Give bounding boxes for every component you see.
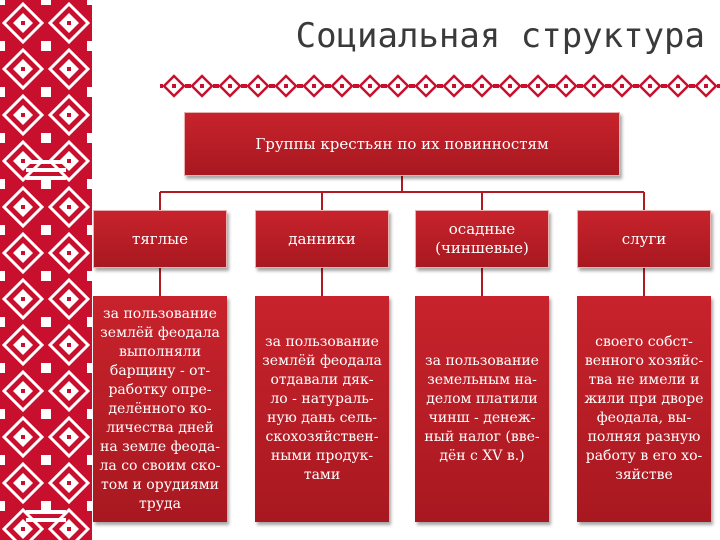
desc-line: за пользование bbox=[103, 305, 217, 322]
desc-line: тами bbox=[303, 467, 341, 483]
desc-line: ную дань сель- bbox=[267, 410, 377, 426]
description-osadnye bbox=[415, 296, 549, 522]
desc-line: своего собст- bbox=[595, 334, 693, 350]
desc-line: выполняли bbox=[118, 343, 202, 360]
desc-line: личества дней bbox=[106, 419, 214, 436]
desc-line: полняя разную bbox=[587, 429, 701, 445]
page-title: Социальная структура bbox=[295, 16, 705, 56]
root-node: Группы крестьян по их повинностям bbox=[184, 112, 620, 176]
desc-line: чинш - денеж- bbox=[428, 410, 536, 426]
desc-line: на земле феода- bbox=[100, 438, 220, 455]
category-osadnye: осадные (чиншевые) bbox=[415, 210, 549, 268]
desc-line: зяйстве bbox=[615, 467, 673, 483]
description-tyaglye bbox=[93, 296, 227, 522]
desc-line: жили при дворе bbox=[584, 391, 704, 407]
desc-line: феодала, вы- bbox=[596, 410, 692, 426]
desc-line: ло - натураль- bbox=[270, 391, 374, 407]
desc-line: земельным на- bbox=[427, 372, 537, 388]
category-tyaglye: тяглые bbox=[93, 210, 227, 268]
desc-line: том и орудиями bbox=[101, 476, 219, 493]
description-danniki bbox=[255, 296, 389, 522]
desc-line: ный налог (вве- bbox=[424, 429, 540, 445]
desc-line: работу в его хо- bbox=[585, 448, 703, 464]
desc-line: делом платили bbox=[426, 391, 538, 407]
desc-line: венного хозяйс- bbox=[584, 353, 704, 369]
desc-line: землёй феодала bbox=[100, 324, 220, 341]
category-slugi: слуги bbox=[577, 210, 711, 268]
desc-line: за пользование bbox=[425, 353, 539, 369]
desc-line: за пользование bbox=[265, 334, 379, 350]
desc-line: землёй феодала bbox=[262, 353, 382, 369]
desc-line: дён с XV в.) bbox=[439, 448, 525, 464]
desc-line: тва не имели и bbox=[588, 372, 700, 388]
description-slugi bbox=[577, 296, 711, 522]
desc-line: делённого ко- bbox=[108, 400, 212, 417]
desc-line: труда bbox=[139, 495, 181, 512]
category-danniki: данники bbox=[255, 210, 389, 268]
desc-line: отдавали дяк- bbox=[270, 372, 374, 388]
desc-line: работку опре- bbox=[108, 381, 212, 398]
desc-line: барщину - от- bbox=[109, 362, 211, 379]
desc-line: ла со своим ско- bbox=[99, 457, 221, 474]
desc-line: ными продук- bbox=[270, 448, 374, 464]
desc-line: скохозяйствен- bbox=[265, 429, 379, 445]
